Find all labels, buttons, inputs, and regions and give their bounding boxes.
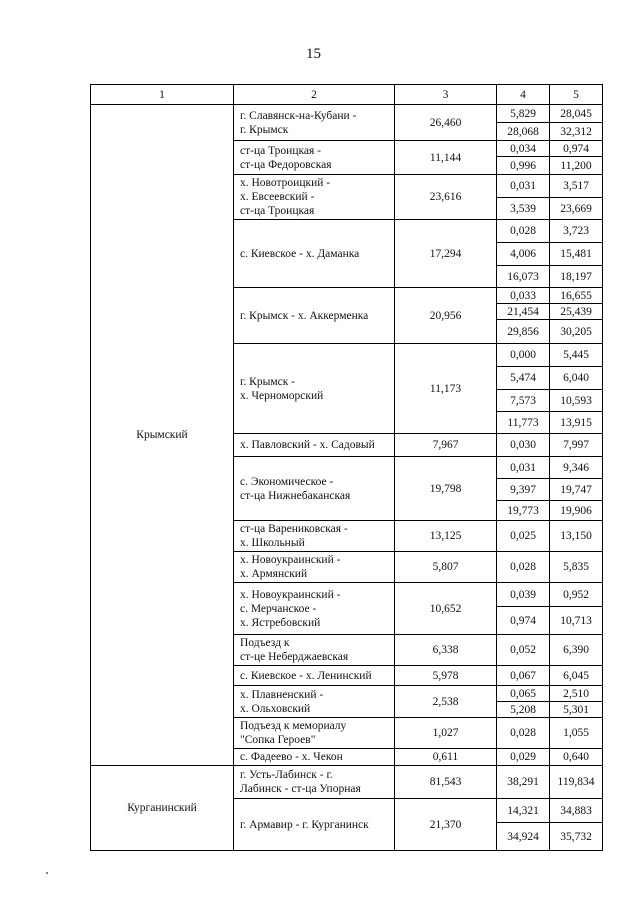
segment-start-cell: 7,573 bbox=[497, 390, 550, 412]
column-header-2: 2 bbox=[234, 85, 395, 105]
road-name-line: г. Крымск bbox=[240, 123, 289, 136]
segment-end-cell: 2,510 bbox=[550, 686, 603, 702]
road-name-line: х. Плавненский - bbox=[240, 688, 324, 701]
road-length-cell: 5,978 bbox=[395, 666, 497, 686]
road-name-line: ст-ца Варениковская - bbox=[240, 523, 348, 535]
segment-start-cell: 9,397 bbox=[497, 479, 550, 501]
segment-end-cell: 11,200 bbox=[550, 157, 603, 175]
road-length-cell: 1,027 bbox=[395, 718, 497, 749]
road-name-line: "Сопка Героев" bbox=[240, 734, 316, 746]
road-name-line: г. Славянск-на-Кубани - bbox=[240, 109, 357, 122]
road-name-cell bbox=[234, 141, 395, 175]
road-length-cell: 23,616 bbox=[395, 175, 497, 220]
road-name-line: г. Крымск - bbox=[240, 375, 295, 388]
segment-end-cell: 19,747 bbox=[550, 479, 603, 501]
road-name-cell bbox=[234, 749, 395, 766]
segment-end-cell: 15,481 bbox=[550, 243, 603, 266]
district-cell: Крымский bbox=[91, 105, 234, 766]
segment-start-cell: 11,773 bbox=[497, 412, 550, 434]
segment-end-cell: 10,593 bbox=[550, 390, 603, 412]
road-name-line: ст-ца Троицкая - bbox=[240, 144, 321, 157]
road-name-cell bbox=[234, 105, 395, 141]
road-name-cell bbox=[234, 686, 395, 718]
column-header-4: 4 bbox=[497, 85, 550, 105]
district-cell: Курганинский bbox=[91, 766, 234, 851]
road-length-cell: 19,798 bbox=[395, 457, 497, 521]
segment-end-cell: 13,915 bbox=[550, 412, 603, 434]
segment-start-cell: 0,028 bbox=[497, 552, 550, 583]
road-name-line: ст-ца Нижнебаканская bbox=[240, 489, 351, 502]
segment-end-cell: 30,205 bbox=[550, 320, 603, 344]
scan-speck bbox=[46, 872, 48, 874]
road-name-line: х. Павловский - х. Садовый bbox=[240, 439, 375, 451]
road-length-cell: 11,144 bbox=[395, 141, 497, 175]
segment-start-cell: 21,454 bbox=[497, 304, 550, 320]
segment-start-cell: 5,208 bbox=[497, 702, 550, 718]
segment-start-cell: 19,773 bbox=[497, 501, 550, 521]
road-name-line: х. Новоукраинский - bbox=[240, 588, 341, 601]
road-name-cell bbox=[234, 344, 395, 434]
header-row bbox=[91, 85, 603, 105]
road-length-cell: 81,543 bbox=[395, 766, 497, 799]
segment-start-cell: 28,068 bbox=[497, 123, 550, 141]
road-name-line: ст-ца Федоровская bbox=[240, 158, 332, 171]
segment-start-cell: 0,034 bbox=[497, 141, 550, 157]
road-length-cell: 10,652 bbox=[395, 583, 497, 635]
road-name-cell bbox=[234, 583, 395, 635]
road-length-cell: 21,370 bbox=[395, 799, 497, 851]
segment-end-cell: 0,952 bbox=[550, 583, 603, 607]
segment-start-cell: 16,073 bbox=[497, 266, 550, 288]
segment-start-cell: 0,974 bbox=[497, 607, 550, 635]
segment-start-cell: 0,000 bbox=[497, 344, 550, 367]
segment-start-cell: 0,030 bbox=[497, 434, 550, 457]
segment-end-cell: 10,713 bbox=[550, 607, 603, 635]
segment-end-cell: 5,835 bbox=[550, 552, 603, 583]
segment-end-cell: 5,445 bbox=[550, 344, 603, 367]
segment-start-cell: 5,829 bbox=[497, 105, 550, 123]
segment-end-cell: 28,045 bbox=[550, 105, 603, 123]
road-name-line: х. Новоукраинский - bbox=[240, 554, 341, 566]
road-name-cell bbox=[234, 666, 395, 686]
segment-end-cell: 13,150 bbox=[550, 521, 603, 552]
road-length-cell: 26,460 bbox=[395, 105, 497, 141]
road-length-cell: 5,807 bbox=[395, 552, 497, 583]
road-name-line: Подъезд к bbox=[240, 637, 290, 649]
road-name-cell bbox=[234, 635, 395, 666]
segment-end-cell: 3,723 bbox=[550, 220, 603, 243]
road-name-line: х. Ольховский bbox=[240, 702, 311, 715]
segment-start-cell: 0,025 bbox=[497, 521, 550, 552]
segment-start-cell: 0,039 bbox=[497, 583, 550, 607]
road-name-line: г. Крымск - х. Аккерменка bbox=[240, 309, 369, 322]
segment-end-cell: 34,883 bbox=[550, 799, 603, 823]
segment-end-cell: 19,906 bbox=[550, 501, 603, 521]
road-name-line: ст-ца Троицкая bbox=[240, 205, 315, 217]
segment-end-cell: 7,997 bbox=[550, 434, 603, 457]
road-name-line: х. Армянский bbox=[240, 568, 308, 580]
segment-start-cell: 0,067 bbox=[497, 666, 550, 686]
road-name-line: х. Новотроицкий - bbox=[240, 177, 331, 189]
segment-start-cell: 0,028 bbox=[497, 220, 550, 243]
road-name-line: ст-це Неберджаевская bbox=[240, 651, 349, 663]
page-number: 15 bbox=[306, 46, 321, 62]
segment-start-cell: 0,028 bbox=[497, 718, 550, 749]
segment-start-cell: 4,006 bbox=[497, 243, 550, 266]
column-header-5: 5 bbox=[550, 85, 603, 105]
segment-start-cell: 0,052 bbox=[497, 635, 550, 666]
road-name-cell bbox=[234, 718, 395, 749]
segment-start-cell: 29,856 bbox=[497, 320, 550, 344]
road-name-line: Подъезд к мемориалу bbox=[240, 720, 347, 732]
segment-end-cell: 0,974 bbox=[550, 141, 603, 157]
road-name-cell bbox=[234, 552, 395, 583]
road-name-line: х. Евсеевский - bbox=[240, 191, 315, 203]
road-length-cell: 0,611 bbox=[395, 749, 497, 766]
road-name-cell bbox=[234, 288, 395, 344]
road-name-cell bbox=[234, 434, 395, 457]
segment-start-cell: 0,031 bbox=[497, 175, 550, 198]
column-header-1: 1 bbox=[91, 85, 234, 105]
road-name-cell bbox=[234, 766, 395, 799]
road-length-cell: 20,956 bbox=[395, 288, 497, 344]
road-name-line: г. Усть-Лабинск - г. bbox=[240, 769, 333, 781]
road-name-line: Лабинск - ст-ца Упорная bbox=[240, 783, 361, 795]
segment-end-cell: 9,346 bbox=[550, 457, 603, 479]
road-length-cell: 7,967 bbox=[395, 434, 497, 457]
segment-start-cell: 14,321 bbox=[497, 799, 550, 823]
road-length-cell: 13,125 bbox=[395, 521, 497, 552]
road-length-cell: 6,338 bbox=[395, 635, 497, 666]
road-length-cell: 2,538 bbox=[395, 686, 497, 718]
segment-end-cell: 3,517 bbox=[550, 175, 603, 198]
road-length-cell: 17,294 bbox=[395, 220, 497, 288]
road-name-line: с. Мерчанское - bbox=[240, 602, 317, 615]
segment-start-cell: 0,065 bbox=[497, 686, 550, 702]
segment-start-cell: 3,539 bbox=[497, 198, 550, 220]
road-name-line: с. Киевское - х. Даманка bbox=[240, 247, 360, 260]
segment-start-cell: 0,031 bbox=[497, 457, 550, 479]
segment-end-cell: 5,301 bbox=[550, 702, 603, 718]
segment-end-cell: 16,655 bbox=[550, 288, 603, 304]
table-row bbox=[91, 105, 603, 123]
road-name-cell bbox=[234, 799, 395, 851]
segment-end-cell: 6,390 bbox=[550, 635, 603, 666]
segment-end-cell: 23,669 bbox=[550, 198, 603, 220]
road-name-cell bbox=[234, 521, 395, 552]
segment-start-cell: 5,474 bbox=[497, 367, 550, 390]
road-name-cell bbox=[234, 220, 395, 288]
column-header-3: 3 bbox=[395, 85, 497, 105]
table-row bbox=[91, 766, 603, 799]
segment-end-cell: 6,040 bbox=[550, 367, 603, 390]
road-name-line: х. Черноморский bbox=[240, 389, 324, 402]
road-name-cell bbox=[234, 457, 395, 521]
segment-start-cell: 38,291 bbox=[497, 766, 550, 799]
segment-start-cell: 0,033 bbox=[497, 288, 550, 304]
road-name-line: с. Киевское - х. Ленинский bbox=[240, 669, 372, 682]
segment-end-cell: 18,197 bbox=[550, 266, 603, 288]
roads-table bbox=[90, 84, 603, 851]
segment-end-cell: 0,640 bbox=[550, 749, 603, 766]
segment-end-cell: 6,045 bbox=[550, 666, 603, 686]
road-name-line: х. Ястребовский bbox=[240, 616, 321, 629]
segment-end-cell: 35,732 bbox=[550, 823, 603, 851]
segment-start-cell: 34,924 bbox=[497, 823, 550, 851]
segment-end-cell: 1,055 bbox=[550, 718, 603, 749]
road-name-line: с. Фадеево - х. Чекон bbox=[240, 751, 343, 763]
road-name-line: с. Экономическое - bbox=[240, 475, 334, 488]
road-name-line: г. Армавир - г. Курганинск bbox=[240, 818, 369, 831]
segment-start-cell: 0,029 bbox=[497, 749, 550, 766]
road-name-cell bbox=[234, 175, 395, 220]
segment-end-cell: 32,312 bbox=[550, 123, 603, 141]
road-length-cell: 11,173 bbox=[395, 344, 497, 434]
segment-end-cell: 119,834 bbox=[550, 766, 603, 799]
segment-start-cell: 0,996 bbox=[497, 157, 550, 175]
road-name-line: х. Школьный bbox=[240, 537, 305, 549]
segment-end-cell: 25,439 bbox=[550, 304, 603, 320]
